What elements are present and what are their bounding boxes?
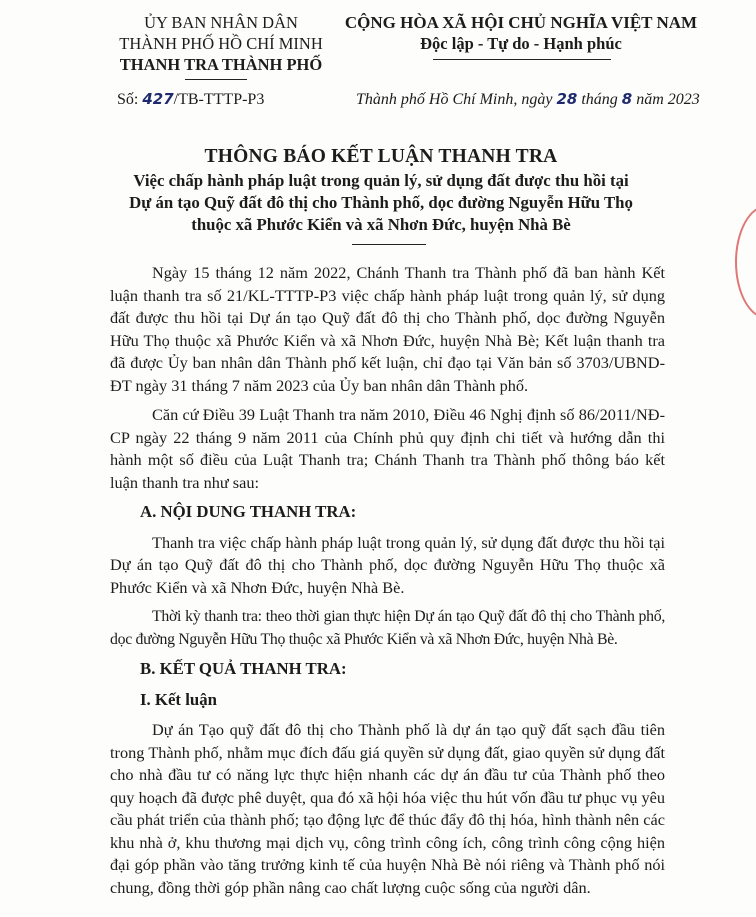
authority-underline — [185, 79, 247, 80]
title-main: THÔNG BÁO KẾT LUẬN THANH TRA — [204, 146, 558, 167]
dateline — [356, 90, 700, 109]
title-sub-2: Dự án tạo Quỹ đất đô thị cho Thành phố, dọc đường Nguyễn Hữu Thọ — [129, 193, 633, 212]
document-title — [96, 144, 666, 236]
title-sub-1: Việc chấp hành pháp luật trong quản lý, sử dụng đất được thu hồi tại — [133, 171, 629, 190]
document-number — [117, 90, 264, 109]
section-b-heading: B. KẾT QUẢ THANH TRA: — [140, 659, 347, 678]
national-motto — [340, 12, 702, 54]
paragraph-5: Dự án Tạo quỹ đất đô thị cho Thành phố là dự án tạo quỹ đất sạch đầu tiên trong Thành phố, nhằm mục đích đấu giá quyền sử dụng đất, giao quyền sử dụng đất cho nhà đầu tư có năng lực thực hiện nhanh các dự án đầu tư của Thành phố theo quy hoạch đã được phê duyệt, qua đó xã hội hóa việc thu hút vốn đầu tư phục vụ yêu cầu phát triển của thành phố; tạo động lực để thúc đẩy đô thị hóa, hình thành nên các khu nhà ở, khu thương mại dịch vụ, công trình công ích, công trình công cộng hiện đại góp phần vào tăng trưởng kinh tế của huyện Nhà Bè nói riêng và Thành phố nói chung, đồng thời góp phần nâng cao chất lượng cuộc sống của người dân. — [110, 720, 665, 897]
issuing-authority — [96, 12, 346, 75]
handwritten-number: 427 — [142, 90, 174, 108]
motto-line-2: Độc lập - Tự do - Hạnh phúc — [420, 34, 622, 53]
authority-line-2: THÀNH PHỐ HỒ CHÍ MINH — [119, 34, 323, 53]
handwritten-month: 8 — [621, 90, 633, 108]
paragraph-2: Căn cứ Điều 39 Luật Thanh tra năm 2010, Điều 46 Nghị định số 86/2011/NĐ-CP ngày 22 tháng 9 năm 2011 của Chính phủ quy định chi tiết và hướng dẫn thi hành một số điều của Luật Thanh tra; Chánh Thanh tra Thành phố thông báo kết luận thanh tra như sau: — [110, 405, 665, 492]
number-label: Số: — [117, 91, 139, 108]
month-label: tháng — [581, 91, 618, 108]
paragraph-4: Thời kỳ thanh tra: theo thời gian thực hiện Dự án tạo Quỹ đất đô thị cho Thành phố, dọc đường Nguyễn Hữu Thọ thuộc xã Phước Kiển và xã Nhơn Đức, huyện Nhà Bè. — [110, 608, 665, 648]
year-text: năm 2023 — [636, 91, 700, 108]
paragraph-3: Thanh tra việc chấp hành pháp luật trong quản lý, sử dụng đất được thu hồi tại Dự án tạo Quỹ đất đô thị cho Thành phố, dọc đường Nguyễn Hữu Thọ thuộc xã Phước Kiển và xã Nhơn Đức, huyện Nhà Bè. — [110, 532, 665, 597]
paragraph-1: Ngày 15 tháng 12 năm 2022, Chánh Thanh tra Thành phố đã ban hành Kết luận thanh tra số 21/KL-TTTP-P3 việc chấp hành pháp luật trong quản lý, sử dụng đất được thu hồi tại Dự án tạo Quỹ đất đô thị cho Thành phố, dọc đường Nguyễn Hữu Thọ thuộc xã Phước Kiển và xã Nhơn Đức, huyện Nhà Bè; Kết luận thanh tra đã được Ủy ban nhân dân Thành phố kết luận, chỉ đạo tại Văn bản số 3703/UBND-ĐT ngày 31 tháng 7 năm 2023 của Ủy ban nhân dân Thành phố. — [110, 263, 665, 395]
motto-underline — [433, 59, 611, 60]
red-seal-stamp — [735, 205, 756, 319]
title-underline — [352, 244, 426, 245]
handwritten-day: 28 — [556, 90, 578, 108]
authority-line-3: THANH TRA THÀNH PHỐ — [119, 55, 323, 74]
motto-line-1: CỘNG HÒA XÃ HỘI CHỦ NGHĨA VIỆT NAM — [344, 13, 698, 32]
dateline-prefix: Thành phố Hồ Chí Minh, ngày — [356, 91, 553, 108]
number-code: /TB-TTTP-P3 — [173, 91, 265, 108]
subsection-i-heading: I. Kết luận — [140, 689, 217, 709]
title-sub-3: thuộc xã Phước Kiển và xã Nhơn Đức, huyện Nhà Bè — [191, 215, 571, 234]
document-body — [110, 262, 665, 906]
authority-line-1: ỦY BAN NHÂN DÂN — [144, 13, 298, 32]
section-a-heading: A. NỘI DUNG THANH TRA: — [140, 502, 357, 521]
